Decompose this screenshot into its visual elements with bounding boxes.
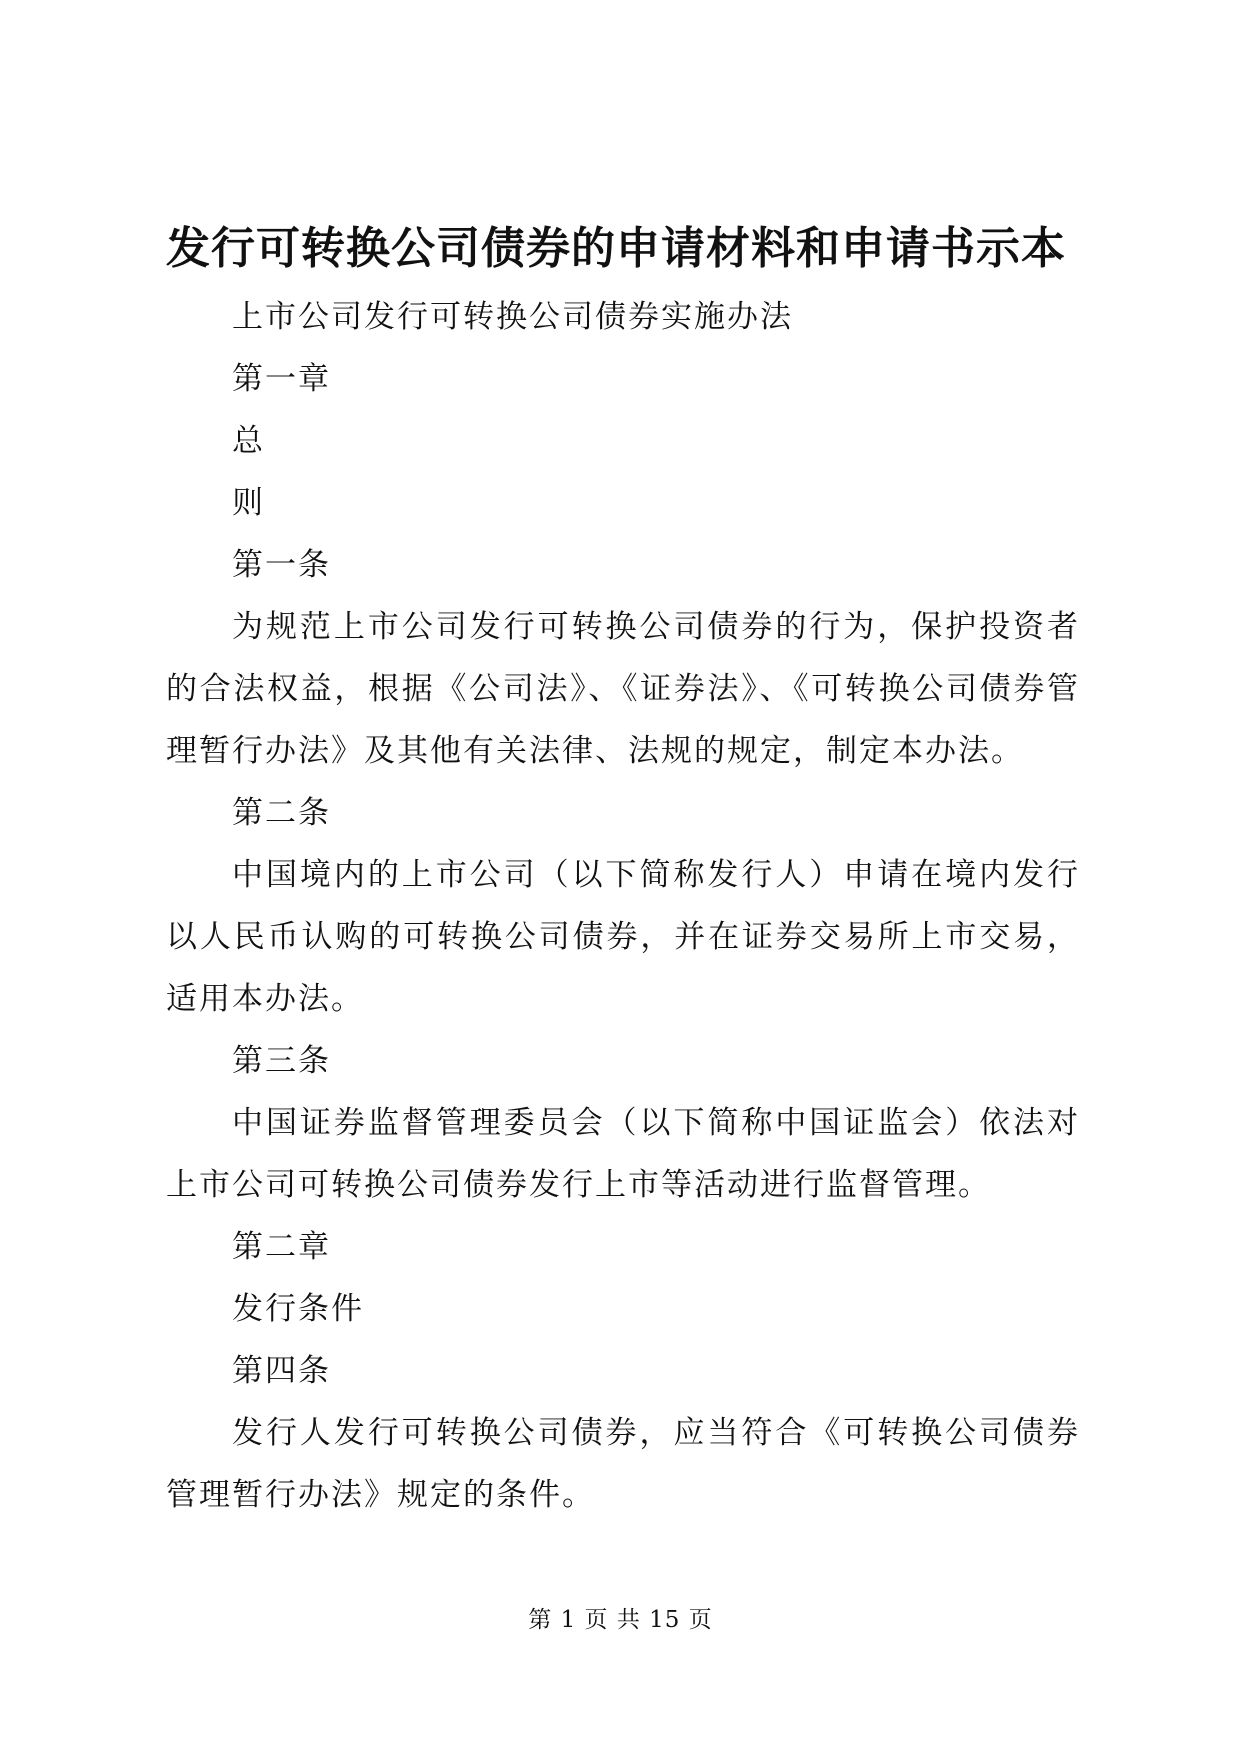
paragraph-subtitle: 上市公司发行可转换公司债券实施办法: [232, 299, 793, 335]
paragraph-article-1-heading: 第一条: [232, 547, 331, 583]
paragraph-article-1-text: 为规范上市公司发行可转换公司债券的行为，保护投资者的合法权益，根据《公司法》、《证券法》、《可转换公司债券管理暂行办法》及其他有关法律、法规的规定，制定本办法。: [166, 609, 1080, 769]
paragraph-general-2: 则: [232, 485, 265, 521]
document-body: [166, 286, 1080, 1526]
page-footer: 第 1 页 共 15 页: [528, 1607, 713, 1633]
paragraph-article-2-heading: 第二条: [232, 795, 331, 831]
paragraph-chapter-2: 第二章: [232, 1229, 331, 1265]
paragraph-article-4-text: 发行人发行可转换公司债券，应当符合《可转换公司债券管理暂行办法》规定的条件。: [166, 1415, 1080, 1513]
paragraph-article-3-text: 中国证券监督管理委员会（以下简称中国证监会）依法对上市公司可转换公司债券发行上市等活动进行监督管理。: [166, 1105, 1080, 1203]
paragraph-article-2-text: 中国境内的上市公司（以下简称发行人）申请在境内发行以人民币认购的可转换公司债券，并在证券交易所上市交易，适用本办法。: [166, 857, 1080, 1017]
paragraph-article-4-heading: 第四条: [232, 1353, 331, 1389]
paragraph-general-1: 总: [232, 423, 265, 459]
paragraph-chapter-1: 第一章: [232, 361, 331, 397]
paragraph-article-3-heading: 第三条: [232, 1043, 331, 1079]
paragraph-issuance-conditions: 发行条件: [232, 1291, 364, 1327]
document-title: 发行可转换公司债券的申请材料和申请书示本: [166, 223, 1066, 274]
